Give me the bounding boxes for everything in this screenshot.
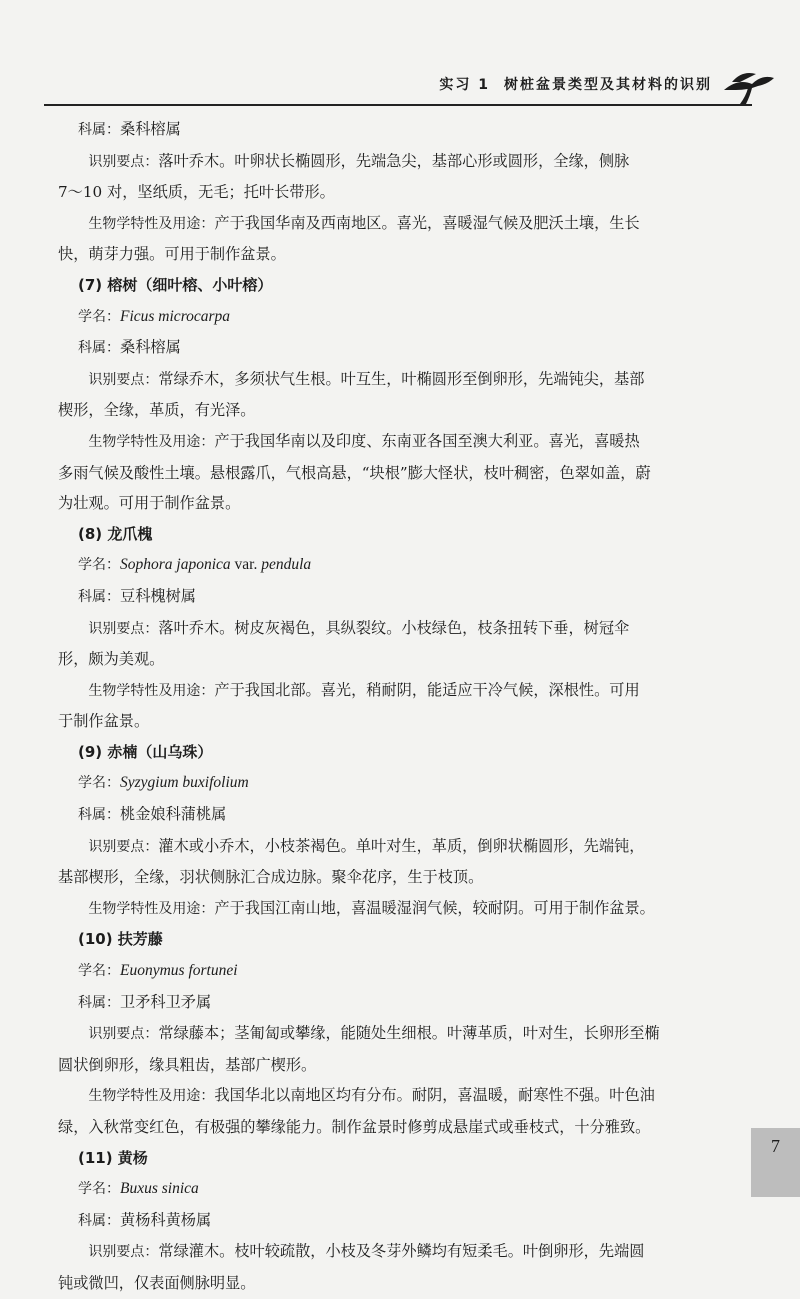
entry-10-bio-2: 绿，入秋常变红色，有极强的攀缘能力。制作盆景时修剪成悬崖式或垂枝式，十分雅致。 [58,1118,651,1136]
page-number-tab [751,1128,800,1197]
entry-8-family: 科属：豆科槐树属 [78,586,196,605]
entry-7-family: 科属：桑科榕属 [78,338,181,357]
entry-9-bio-1: 生物学特性及用途：产于我国江南山地，喜温暖湿润气候，较耐阴。可用于制作盆景。 [88,898,655,917]
entry-11-id-1: 识别要点：常绿灌木。枝叶较疏散，小枝及冬芽外鳞均有短柔毛。叶倒卵形，先端圆 [88,1242,645,1261]
entry-9-id-1: 识别要点：灌木或小乔木，小枝茶褐色。单叶对生，革质，倒卵状椭圆形，先端钝， [88,836,645,855]
bonsai-logo-icon [718,60,778,106]
entry-7-bio-2: 多雨气候及酸性土壤。悬根露爪，气根高悬，“块根”膨大怪状，枝叶稠密，色翠如盖，蔚 [58,463,651,482]
header-chapter-title: 树桩盆景类型及其材料的识别 [504,77,712,93]
entry-9-family: 科属：桃金娘科蒲桃属 [78,805,227,824]
entry-6-id-1: 识别要点：落叶乔木。叶卵状长椭圆形，先端急尖，基部心形或圆形，全缘，侧脉 [88,151,630,170]
entry-7-sci: 学名：Ficus microcarpa [78,307,231,325]
entry-8-sci: 学名：Sophora japonica var. pendula [78,556,312,574]
header-chapter: 实习 1 [439,77,490,93]
entry-7-id-2: 楔形，全缘，革质，有光泽。 [58,401,256,420]
entry-10-bio-1: 生物学特性及用途：我国华北以南地区均有分布。耐阴，喜温暖，耐寒性不强。叶色油 [88,1086,655,1105]
entry-6-family: 科属：桑科榕属 [78,120,181,138]
entry-7-bio-3: 为壮观。可用于制作盆景。 [58,494,241,513]
entry-9-heading: (9) 赤楠（山乌珠） [78,742,213,761]
entry-10-heading: (10) 扶芳藤 [78,930,163,949]
entry-6-bio-1: 生物学特性及用途：产于我国华南及西南地区。喜光，喜暖湿气候及肥沃土壤，生长 [88,213,640,232]
entry-8-id-2: 形，颇为美观。 [58,650,165,669]
entry-10-id-1: 识别要点：常绿藤本；茎匍匐或攀缘，能随处生细根。叶薄革质，叶对生，长卵形至椭 [88,1024,660,1043]
entry-6-bio-2: 快，萌芽力强。可用于制作盆景。 [58,245,286,264]
page-body [58,114,738,1299]
entry-10-id-2: 圆状倒卵形，缘具粗齿，基部广楔形。 [58,1055,317,1074]
entry-9-id-2: 基部楔形，全缘，羽状侧脉汇合成边脉。聚伞花序，生于枝顶。 [58,868,484,887]
entry-10-family: 科属：卫矛科卫矛属 [78,992,212,1011]
entry-7-id-1: 识别要点：常绿乔木，多须状气生根。叶互生，叶椭圆形至倒卵形，先端钝尖，基部 [88,369,645,388]
running-header [0,60,800,112]
header-title [439,74,712,94]
entry-8-heading: (8) 龙爪槐 [78,524,153,543]
page-number: 7 [771,1136,780,1156]
entry-8-bio-1: 生物学特性及用途：产于我国北部。喜光，稍耐阴，能适应干冷气候，深根性。可用 [88,680,640,699]
entry-7-bio-1: 生物学特性及用途：产于我国华南以及印度、东南亚各国至澳大利亚。喜光，喜暖热 [88,431,640,450]
entry-9-sci: 学名：Syzygium buxifolium [78,774,249,792]
header-rule [44,104,752,106]
entry-11-sci: 学名：Buxus sinica [78,1180,199,1198]
entry-11-family: 科属：黄杨科黄杨属 [78,1210,212,1229]
entry-8-bio-2: 于制作盆景。 [58,712,150,731]
entry-8-id-1: 识别要点：落叶乔木。树皮灰褐色，具纵裂纹。小枝绿色，枝条扭转下垂，树冠伞 [88,618,630,637]
entry-11-id-2: 钝或微凹，仅表面侧脉明显。 [58,1273,256,1292]
entry-6-id-2: 7～10 对，坚纸质，无毛；托叶长带形。 [58,183,335,202]
entry-7-heading: (7) 榕树（细叶榕、小叶榕） [78,275,273,294]
entry-10-sci: 学名：Euonymus fortunei [78,962,238,980]
entry-11-heading: (11) 黄杨 [78,1148,148,1167]
